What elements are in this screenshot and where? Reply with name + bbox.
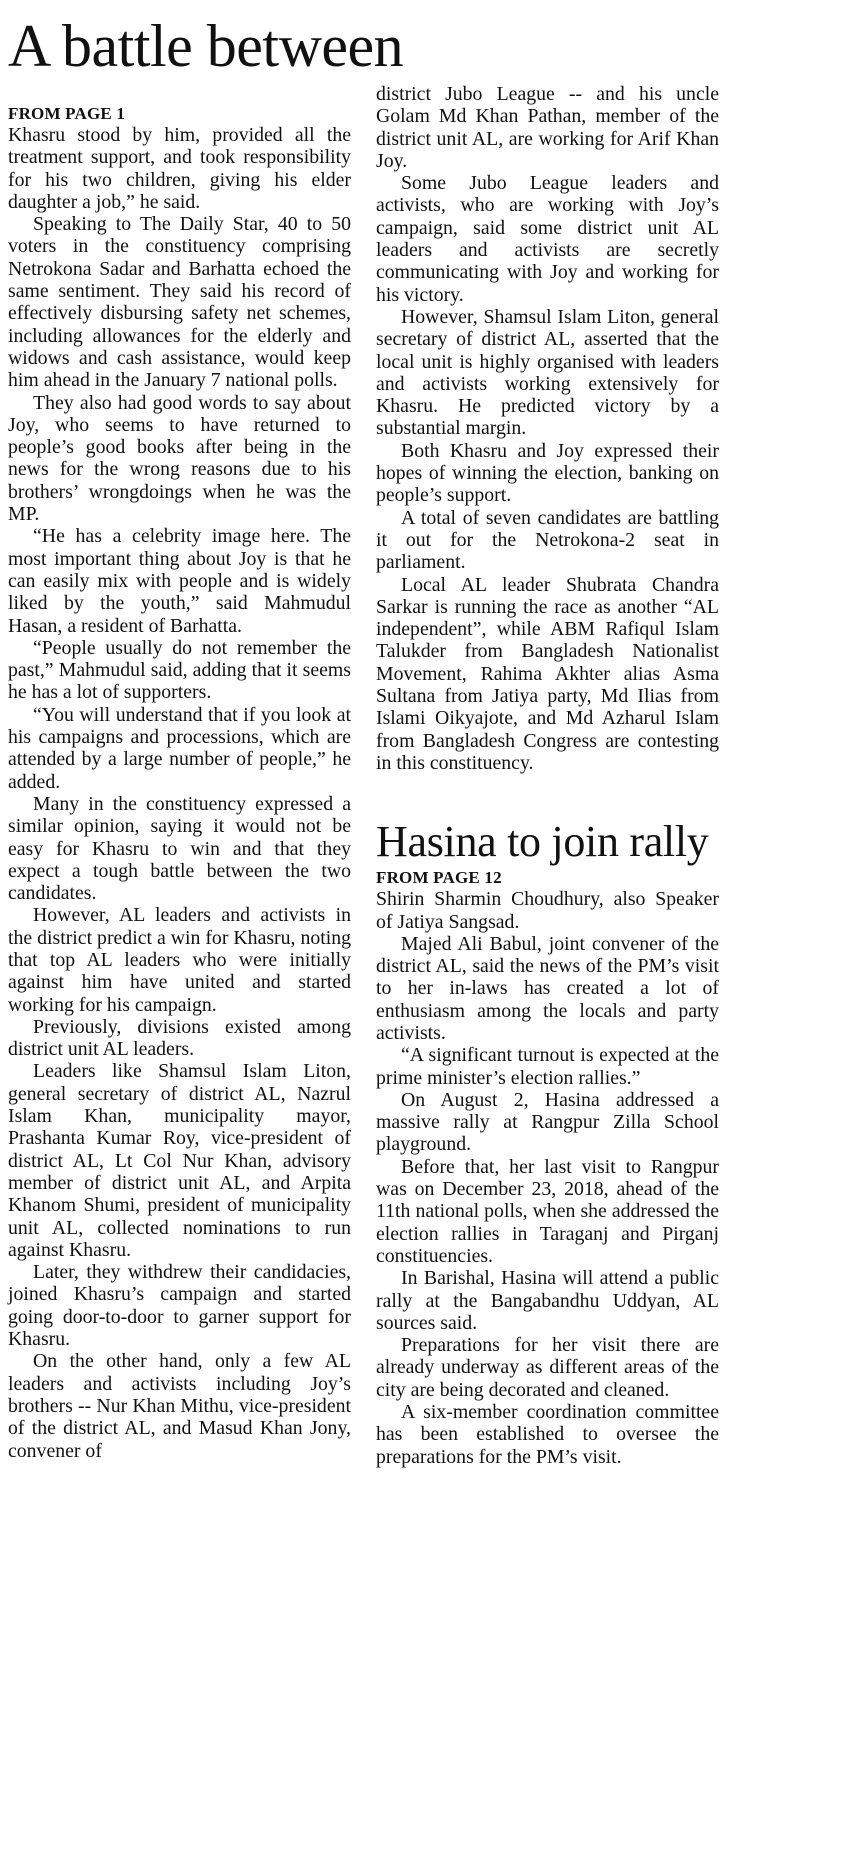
paragraph: Previously, divisions existed among district unit AL leaders. xyxy=(8,1015,351,1061)
paragraph: On the other hand, only a few AL leaders and activists including Joy’s brothers -- Nur Khan Mithu, vice-president of the district AL, and Masud Khan Jony, convener of xyxy=(8,1350,351,1462)
paragraph: However, AL leaders and activists in the district predict a win for Khasru, noting that top AL leaders who were initially against him have united and started working for his campaign. xyxy=(8,904,351,1016)
paragraph: Some Jubo League leaders and activists, who are working with Joy’s campaign, said some district unit AL leaders and activists are secretly communicating with Joy and working for his victory. xyxy=(376,172,719,306)
paragraph: A total of seven candidates are battling it out for the Netrokona-2 seat in parliament. xyxy=(376,506,719,574)
paragraph: On August 2, Hasina addressed a massive rally at Rangpur Zilla School playground. xyxy=(376,1088,719,1156)
paragraph: In Barishal, Hasina will attend a public rally at the Bangabandhu Uddyan, AL sources said. xyxy=(376,1267,719,1334)
paragraph: Local AL leader Shubrata Chandra Sarkar is running the race as another “AL independent”, while ABM Rafiqul Islam Talukder from Bangladesh Nationalist Movement, Rahima Akhter alias Asma Sultana from Jatiya party, Md Ilias from Islami Oikyajote, and Md Azharul Islam from Bangladesh Congress are contesting in this constituency. xyxy=(376,573,719,774)
paragraph: “A significant turnout is expected at the prime minister’s election rallies.” xyxy=(376,1044,719,1089)
column-left xyxy=(8,104,351,1462)
paragraph: Khasru stood by him, provided all the treatment support, and took responsibility for his two children, giving his elder daughter a job,” he said. xyxy=(8,124,351,213)
article-hasina xyxy=(376,816,719,1468)
headline-battle: A battle between xyxy=(8,13,404,79)
paragraph: Both Khasru and Joy expressed their hopes of winning the election, banking on people’s support. xyxy=(376,439,719,507)
paragraph: Before that, her last visit to Rangpur was on December 23, 2018, ahead of the 11th national polls, when she addressed the election rallies in Taraganj and Pirganj constituencies. xyxy=(376,1155,719,1267)
paragraph: “People usually do not remember the past,” Mahmudul said, adding that it seems he has a lot of supporters. xyxy=(8,636,351,704)
paragraph: Majed Ali Babul, joint convener of the district AL, said the news of the PM’s visit to her in-laws has created a lot of enthusiasm among the locals and party activists. xyxy=(376,932,719,1044)
from-page-label: FROM PAGE 12 xyxy=(376,868,502,888)
headline-hasina: Hasina to join rally xyxy=(376,817,709,867)
paragraph: Speaking to The Daily Star, 40 to 50 voters in the constituency comprising Netrokona Sadar and Barhatta echoed the same sentiment. They said his record of effectively disbursing safety net schemes, including allowances for the elderly and widows and cash assistance, would keep him ahead in the January 7 national polls. xyxy=(8,213,351,392)
paragraph: Shirin Sharmin Choudhury, also Speaker of Jatiya Sangsad. xyxy=(376,888,719,933)
from-page-label: FROM PAGE 1 xyxy=(8,104,126,123)
column-right xyxy=(376,83,719,1468)
paragraph: “He has a celebrity image here. The most important thing about Joy is that he can easily mix with people and is widely liked by the youth,” said Mahmudul Hasan, a resident of Barhatta. xyxy=(8,525,351,637)
paragraph: district Jubo League -- and his uncle Golam Md Khan Pathan, member of the district unit AL, are working for Arif Khan Joy. xyxy=(376,83,719,172)
paragraph: However, Shamsul Islam Liton, general secretary of district AL, asserted that the local unit is highly organised with leaders and activists working extensively for Khasru. He predicted victory by a substantial margin. xyxy=(376,305,719,440)
paragraph: Leaders like Shamsul Islam Liton, general secretary of district AL, Nazrul Islam Khan, municipality mayor, Prashanta Kumar Roy, vice-president of district AL, Lt Col Nur Khan, advisory member of district unit AL, and Arpita Khanom Shumi, president of municipality unit AL, collected nominations to run against Khasru. xyxy=(8,1060,351,1261)
paragraph: They also had good words to say about Joy, who seems to have returned to people’s good books after being in the news for the wrong reasons due to his brothers’ wrongdoings when he was the MP. xyxy=(8,391,351,526)
paragraph: “You will understand that if you look at his campaigns and processions, which are attended by a large number of people,” he added. xyxy=(8,703,351,793)
paragraph: Many in the constituency expressed a similar opinion, saying it would not be easy for Khasru to win and that they expect a tough battle between the two candidates. xyxy=(8,792,351,905)
paragraph: Preparations for her visit there are already underway as different areas of the city are being decorated and cleaned. xyxy=(376,1334,719,1401)
paragraph: Later, they withdrew their candidacies, joined Khasru’s campaign and started going door-to-door to garner support for Khasru. xyxy=(8,1261,351,1351)
paragraph: A six-member coordination committee has been established to oversee the preparations for the PM’s visit. xyxy=(376,1401,719,1468)
